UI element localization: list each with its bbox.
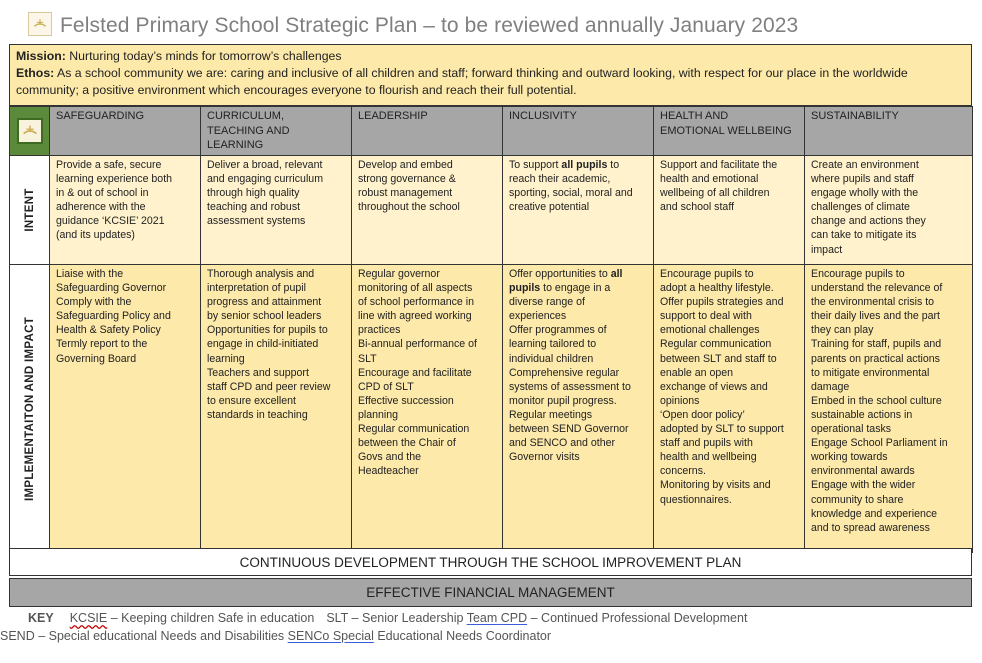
intent-cell <box>805 156 973 265</box>
intent-line: and engaging curriculum <box>207 173 324 186</box>
intent-line: Support and facilitate the <box>660 159 778 171</box>
school-crest-icon <box>32 16 48 32</box>
header-sustainability: SUSTAINABILITY <box>805 107 973 156</box>
intent-line: (and its updates) <box>56 229 135 242</box>
impl-line: Comprehensive regular <box>509 366 620 379</box>
impl-line: Teachers and support <box>207 366 309 379</box>
impl-line: Comply with the <box>56 296 132 309</box>
intent-line: adherence with the <box>56 201 146 214</box>
impl-label-cell <box>10 265 50 553</box>
impl-line: Governing Board <box>56 352 137 365</box>
impl-line: Thorough analysis and <box>207 268 315 280</box>
intent-line: health and emotional <box>660 173 759 186</box>
impl-line: Governor visits <box>509 451 580 464</box>
intent-line: Develop and embed <box>358 159 453 171</box>
impl-line: ‘Open door policy’ <box>660 408 745 421</box>
impl-line: community to share <box>811 493 904 506</box>
impl-line: between SLT and staff to <box>660 352 777 365</box>
intent-line: reach their academic, <box>509 173 611 186</box>
intent-line: where pupils and staff <box>811 173 914 186</box>
impl-line: CPD of SLT <box>358 380 414 393</box>
intent-line: in & out of school in <box>56 187 149 200</box>
header-inclusivity: INCLUSIVITY <box>503 107 654 156</box>
impl-line: opinions <box>660 394 700 407</box>
impl-line: Offer pupils strategies and <box>660 296 784 309</box>
senco-definition: Educational Needs Coordinator <box>373 628 552 643</box>
continuous-development-banner: CONTINUOUS DEVELOPMENT THROUGH THE SCHOOL IMPROVEMENT PLAN <box>9 548 972 576</box>
impl-cell <box>50 265 201 553</box>
key-legend <box>0 610 748 645</box>
impl-line: sustainable actions in <box>811 408 913 421</box>
impl-line: Headteacher <box>358 465 419 478</box>
impl-line: support to deal with <box>660 310 752 323</box>
impl-line: Regular governor <box>358 268 440 280</box>
impl-line: to ensure excellent <box>207 394 296 407</box>
impl-line: Liaise with the <box>56 268 124 280</box>
intent-cell <box>201 156 352 265</box>
impl-line: parents on practical actions <box>811 352 940 365</box>
send-definition: SEND – Special educational Needs and Disabilities <box>0 628 288 643</box>
intent-line: strong governance & <box>358 173 456 186</box>
impl-line: staff and pupils with <box>660 437 753 450</box>
intent-line: and school staff <box>660 201 735 214</box>
impl-cell <box>201 265 352 553</box>
impl-line: SLT <box>358 352 377 365</box>
header-curriculum: CURRICULUM, TEACHING AND LEARNING <box>201 107 352 156</box>
impl-line: knowledge and experience <box>811 507 938 520</box>
intent-line: learning experience both <box>56 173 173 186</box>
impl-line: monitoring of all aspects <box>358 282 473 295</box>
page-title: Felsted Primary School Strategic Plan – to be reviewed annually January 2023 <box>60 14 799 37</box>
impl-line: Encourage pupils to <box>811 268 905 280</box>
impl-line: environmental awards <box>811 465 915 478</box>
header-leadership: LEADERSHIP <box>352 107 503 156</box>
school-crest-logo <box>28 12 52 36</box>
impl-line: and SENCO and other <box>509 437 615 450</box>
cpd-definition: – Continued Professional Development <box>527 611 748 625</box>
impl-line: exchange of views and <box>660 380 768 393</box>
implementation-row <box>10 265 973 553</box>
kcsie-definition: – Keeping children Safe in education <box>107 611 315 625</box>
header-logo-cell <box>10 107 50 156</box>
impl-line: between the Chair of <box>358 437 456 450</box>
intent-line: change and actions they <box>811 215 926 228</box>
intent-line: Deliver a broad, relevant <box>207 159 323 171</box>
financial-management-banner: EFFECTIVE FINANCIAL MANAGEMENT <box>9 578 972 607</box>
impl-line: understand the relevance of <box>811 282 943 295</box>
senco-abbr: SENCo <box>287 628 330 643</box>
intent-row <box>10 156 973 265</box>
impl-line: working towards <box>811 451 888 464</box>
impl-line: adopted by SLT to support <box>660 423 784 436</box>
impl-cell <box>654 265 805 553</box>
intent-label-cell <box>10 156 50 265</box>
impl-line: Monitoring by visits and <box>660 479 771 492</box>
intent-line: guidance ‘KCSIE’ 2021 <box>56 215 165 228</box>
impl-line: enable an open <box>660 366 734 379</box>
intent-cell <box>352 156 503 265</box>
impl-line: between SEND Governor <box>509 423 629 436</box>
impl-line: Govs and the <box>358 451 422 464</box>
intent-row-label: INTENT <box>23 188 36 232</box>
impl-line: individual children <box>509 352 594 365</box>
impl-line: Regular communication <box>660 338 772 351</box>
school-crest-icon <box>21 122 39 140</box>
impl-line: Safeguarding Policy and <box>56 310 171 323</box>
impl-line: Opportunities for pupils to <box>207 324 328 337</box>
intent-line: assessment systems <box>207 215 306 228</box>
impl-line: interpretation of pupil <box>207 282 306 295</box>
impl-cell <box>503 265 654 553</box>
impl-line: practices <box>358 324 401 337</box>
impl-line: their daily lives and the part <box>811 310 940 323</box>
impl-line: Encourage and facilitate <box>358 366 472 379</box>
impl-row-label: IMPLEMENTAITON AND IMPACT <box>23 316 36 501</box>
impl-line: Termly report to the <box>56 338 148 351</box>
kcsie-abbr: KCSIE <box>69 611 108 625</box>
intent-line: creative potential <box>509 201 590 214</box>
impl-line: line with agreed working <box>358 310 472 323</box>
impl-line: learning tailored to <box>509 338 597 351</box>
intent-line: To support all pupils to <box>509 159 620 171</box>
cpd-abbr: CPD <box>500 611 528 625</box>
team-word: Team <box>466 611 498 625</box>
ethos-line <box>16 65 965 99</box>
impl-line: and to spread awareness <box>811 521 930 534</box>
impl-line: damage <box>811 380 850 393</box>
intent-line: through high quality <box>207 187 300 200</box>
impl-line: Offer opportunities to all <box>509 268 623 280</box>
impl-line: learning <box>207 352 245 365</box>
impl-line: they can play <box>811 324 874 337</box>
impl-line: progress and attainment <box>207 296 322 309</box>
impl-line: adopt a healthy lifestyle. <box>660 282 774 295</box>
impl-line: diverse range of <box>509 296 585 309</box>
strategy-grid <box>9 106 973 553</box>
impl-line: staff CPD and peer review <box>207 380 331 393</box>
impl-line: Health & Safety Policy <box>56 324 161 337</box>
impl-cell <box>805 265 973 553</box>
intent-line: throughout the school <box>358 201 460 214</box>
intent-line: impact <box>811 243 843 256</box>
impl-cell <box>352 265 503 553</box>
intent-line: robust management <box>358 187 453 200</box>
impl-line: Engage with the wider <box>811 479 916 492</box>
impl-line: standards in teaching <box>207 408 308 421</box>
intent-line: engage wholly with the <box>811 187 919 200</box>
special-word: Special <box>332 628 374 643</box>
mission-text: Nurturing today’s minds for tomorrow’s challenges <box>69 49 342 63</box>
intent-cell <box>654 156 805 265</box>
impl-line: Embed in the school culture <box>811 394 942 407</box>
ethos-text: As a school community we are: caring and inclusive of all children and staff; forward thinking and outward looking, with respect for our place in the worldwide community; a positive environment which encourages everyone to flourish and reach their full potential. <box>16 66 908 97</box>
impl-line: questionnaires. <box>660 493 732 506</box>
impl-line: planning <box>358 408 399 421</box>
intent-line: sporting, social, moral and <box>509 187 633 200</box>
intent-cell <box>50 156 201 265</box>
intent-cell <box>503 156 654 265</box>
impl-line: Effective succession <box>358 394 454 407</box>
intent-line: Create an environment <box>811 159 919 171</box>
header-health: HEALTH AND EMOTIONAL WELLBEING <box>654 107 805 156</box>
impl-line: engage in child-initiated <box>207 338 319 351</box>
key-line-2 <box>0 628 747 646</box>
impl-line: concerns. <box>660 465 706 478</box>
key-line-1 <box>28 610 747 628</box>
intent-line: challenges of climate <box>811 201 910 214</box>
intent-line: can take to mitigate its <box>811 229 917 242</box>
impl-line: to mitigate environmental <box>811 366 930 379</box>
impl-line: Training for staff, pupils and <box>811 338 942 351</box>
impl-line: Engage School Parliament in <box>811 437 948 450</box>
crest-logo <box>17 118 43 144</box>
impl-line: of school performance in <box>358 296 475 309</box>
mission-line <box>16 48 965 65</box>
impl-line: Offer programmes of <box>509 324 607 337</box>
impl-line: operational tasks <box>811 423 892 436</box>
ethos-label: Ethos: <box>16 66 55 80</box>
impl-line: Regular meetings <box>509 408 593 421</box>
intent-line: Provide a safe, secure <box>56 159 162 171</box>
header-safeguarding: SAFEGUARDING <box>50 107 201 156</box>
impl-line: systems of assessment to <box>509 380 631 393</box>
impl-line: Safeguarding Governor <box>56 282 167 295</box>
key-label: KEY <box>28 611 54 625</box>
impl-line: by senior school leaders <box>207 310 322 323</box>
impl-line: Encourage pupils to <box>660 268 754 280</box>
impl-line: Regular communication <box>358 423 470 436</box>
impl-line: pupils to engage in a <box>509 282 611 295</box>
intent-line: teaching and robust <box>207 201 301 214</box>
impl-line: monitor pupil progress. <box>509 394 617 407</box>
impl-line: the environmental crisis to <box>811 296 935 309</box>
slt-definition: SLT – Senior Leadership <box>326 611 467 625</box>
mission-label: Mission: <box>16 49 66 63</box>
impl-line: Bi-annual performance of <box>358 338 477 351</box>
mission-ethos-box <box>9 44 972 106</box>
impl-line: health and wellbeing <box>660 451 757 464</box>
impl-line: experiences <box>509 310 567 323</box>
impl-line: emotional challenges <box>660 324 760 337</box>
intent-line: wellbeing of all children <box>660 187 770 200</box>
header-row <box>10 107 973 156</box>
